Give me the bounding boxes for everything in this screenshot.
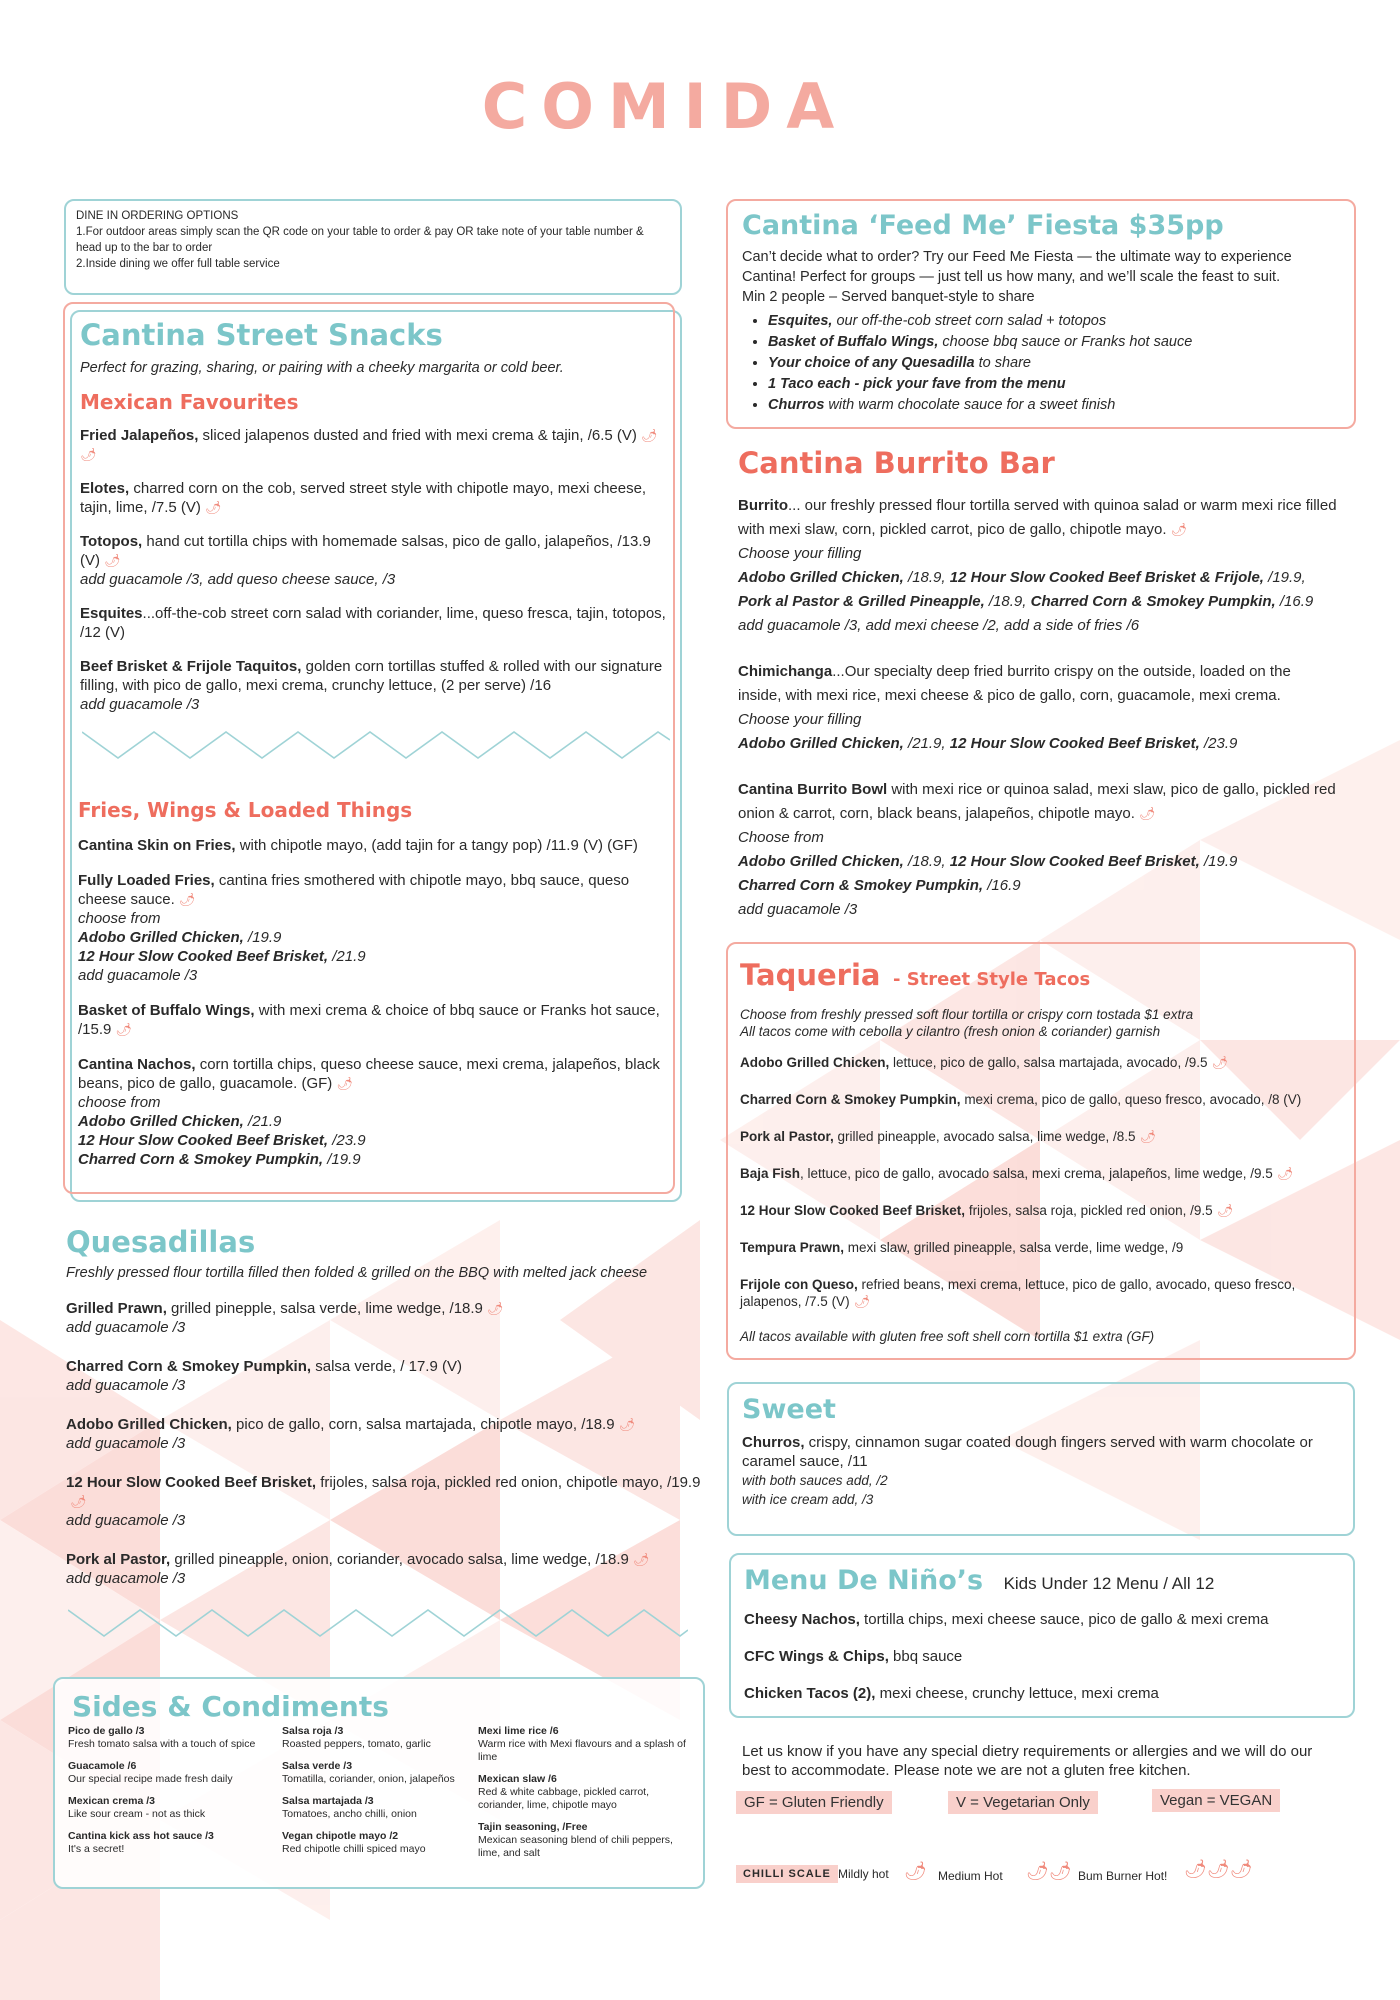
list-item: • Esquites, our off-the-cob street corn salad + totopos <box>768 311 1342 332</box>
key-gluten-friendly: GF = Gluten Friendly <box>736 1791 892 1814</box>
list-item: • Churros with warm chocolate sauce for a sweet finish <box>768 395 1342 416</box>
menu-item: Cheesy Nachos, tortilla chips, mexi cheese sauce, pico de gallo & mexi crema <box>744 1611 1269 1628</box>
chilli-icon: 🌶 <box>115 1022 132 1037</box>
side-item: Salsa martajada /3 Tomatoes, ancho chilli, onion <box>282 1795 417 1820</box>
taco-item: Charred Corn & Smokey Pumpkin, mexi crema, pico de gallo, queso fresco, avocado, /8 (V) <box>740 1092 1302 1107</box>
side-item: Mexican crema /3 Like sour cream - not as thick <box>68 1795 206 1820</box>
zigzag-divider-2 <box>68 1606 688 1642</box>
taco-item: Baja Fish, lettuce, pico de gallo, avocado salsa, mexi crema, jalapeños, lime wedge, /9.5 🌶 <box>740 1166 1294 1181</box>
side-item: Mexi lime rice /6 Warm rice with Mexi flavours and a splash of lime <box>478 1725 686 1763</box>
taco-item: 12 Hour Slow Cooked Beef Brisket, frijoles, salsa roja, pickled red onion, /9.5 🌶 <box>740 1203 1234 1218</box>
burrito-section <box>738 446 1338 922</box>
chilli-icon: 🌶 <box>853 1294 871 1309</box>
list-item: • Your choice of any Quesadilla to share <box>768 353 1342 374</box>
side-item: Mexican slaw /6 Red & white cabbage, pickled carrot, coriander, lime, chipotle mayo <box>478 1773 650 1811</box>
quesadillas-section <box>66 1225 706 1588</box>
ninos-section <box>744 1565 1344 1703</box>
street-snacks-subtitle: Perfect for grazing, sharing, or pairing with a cheeky margarita or cold beer. <box>80 360 564 376</box>
chilli-icon: 🌶🌶🌶 <box>1184 1859 1253 1879</box>
taqueria-section <box>740 958 1340 1345</box>
street-snacks-section <box>80 318 670 729</box>
menu-item: Churros, crispy, cinnamon sugar coated dough fingers served with warm chocolate or caramel sauce, /11 with both sauces add, /2 with ice cream add, /3 <box>742 1434 1313 1507</box>
menu-item: 12 Hour Slow Cooked Beef Brisket, frijoles, salsa roja, pickled red onion, chipotle mayo, /19.9🌶 add guacamole /3 <box>66 1474 701 1529</box>
chilli-icon: 🌶 <box>1211 1055 1228 1070</box>
feed-me-intro: Can’t decide what to order? Try our Feed Me Fiesta — the ultimate way to experience Cantina! Perfect for groups — just tell us how many, and we’ll scale the feast to suit. <box>742 249 1292 285</box>
taqueria-subtitle: - Street Style Tacos <box>892 969 1091 990</box>
menu-item: Adobo Grilled Chicken, pico de gallo, corn, salsa martajada, chipotle mayo, /18.9 🌶 add guacamole /3 <box>66 1416 636 1452</box>
chilli-icon: 🌶 <box>904 1861 927 1881</box>
taco-item: Pork al Pastor, grilled pineapple, avocado salsa, lime wedge, /8.5 🌶 <box>740 1129 1156 1144</box>
chilli-bum-label: Bum Burner Hot! <box>1078 1869 1168 1883</box>
key-vegan: Vegan = VEGAN <box>1152 1789 1280 1812</box>
side-item: Salsa verde /3 Tomatilla, coriander, onion, jalapeños <box>282 1760 455 1785</box>
ninos-title: Menu De Niño’s <box>744 1565 984 1596</box>
taqueria-title: Taqueria <box>740 958 881 992</box>
menu-item: Basket of Buffalo Wings, with mexi crema & choice of bbq sauce or Franks hot sauce, /15.9 🌶 <box>78 1002 660 1038</box>
taco-item: Tempura Prawn, mexi slaw, grilled pineapple, salsa verde, lime wedge, /9 <box>740 1240 1184 1255</box>
menu-item: Fully Loaded Fries, cantina fries smothered with chipotle mayo, bbq sauce, queso cheese sauce. 🌶 choose from Adobo Grilled Chicken, /19.9 12 Hour Slow Cooked Beef Brisket, /21.9 add guacamole /3 <box>78 872 630 984</box>
chilli-icon: 🌶 <box>1170 522 1188 537</box>
menu-item: Esquites...off-the-cob street corn salad with coriander, lime, queso fresca, tajin, totopos, /12 (V) <box>80 605 666 641</box>
chilli-icon: 🌶 <box>204 500 222 515</box>
chilli-icon: 🌶 <box>336 1076 353 1091</box>
menu-item: Burrito... our freshly pressed flour tortilla served with quinoa salad or warm mexi rice filled with mexi slaw, corn, pickled carrot, pico de gallo, chipotle mayo. 🌶 Choose your filling Adobo Grilled Chicken, /18.9, 12 Hour Slow Cooked Beef Brisket & Frijole, /19.9, Pork al Pastor & Grilled Pineapple, /18.9, Charred Corn & Smokey Pumpkin, /16.9 add guacamole /3, add mexi cheese /2, add a side of fries /6 <box>738 497 1337 634</box>
mexican-favourites-title: Mexican Favourites <box>80 390 299 414</box>
chilli-icon: 🌶 <box>104 553 121 568</box>
chilli-icon: 🌶 <box>1276 1166 1294 1181</box>
ninos-header <box>744 1565 1344 1596</box>
sweet-section <box>742 1394 1342 1509</box>
menu-item: Chicken Tacos (2), mexi cheese, crunchy lettuce, mexi crema <box>744 1685 1159 1702</box>
chilli-icon: 🌶 <box>1138 806 1156 821</box>
chilli-icon: 🌶🌶 <box>80 428 658 462</box>
side-item: Salsa roja /3 Roasted peppers, tomato, garlic <box>282 1725 431 1750</box>
fries-section <box>78 798 670 1169</box>
sweet-title: Sweet <box>742 1394 836 1425</box>
feed-me-list <box>742 311 1342 416</box>
chilli-scale-label: CHILLI SCALE <box>736 1865 838 1883</box>
menu-item: Pork al Pastor, grilled pineapple, onion, coriander, avocado salsa, lime wedge, /18.9 🌶 add guacamole /3 <box>66 1551 650 1587</box>
side-item: Tajin seasoning, /Free Mexican seasoning blend of chili peppers, lime, and salt <box>478 1821 673 1859</box>
list-item: • 1 Taco each - pick your fave from the menu <box>768 374 1342 395</box>
feed-me-section <box>742 210 1342 416</box>
page-title: COMIDA <box>481 70 849 143</box>
zigzag-divider <box>82 728 670 764</box>
menu-item: Cantina Burrito Bowl with mexi rice or quinoa salad, mexi slaw, pico de gallo, pickled red onion & carrot, corn, black beans, jalapeños, chipotle mayo. 🌶 Choose from Adobo Grilled Chicken, /18.9, 12 Hour Slow Cooked Beef Brisket, /19.9 Charred Corn & Smokey Pumpkin, /16.9 add guacamole /3 <box>738 781 1336 918</box>
taqueria-intro-2: All tacos come with cebolla y cilantro (fresh onion & coriander) garnish <box>740 1024 1161 1039</box>
menu-item: Grilled Prawn, grilled pinepple, salsa verde, lime wedge, /18.9 🌶 add guacamole /3 <box>66 1300 504 1336</box>
chilli-icon: 🌶 <box>178 892 196 907</box>
side-item: Vegan chipotle mayo /2 Red chipotle chilli spiced mayo <box>282 1830 426 1855</box>
key-vegetarian: V = Vegetarian Only <box>948 1791 1098 1814</box>
feed-me-min: Min 2 people – Served banquet-style to share <box>742 289 1035 305</box>
dine-in-heading: DINE IN ORDERING OPTIONS <box>76 210 239 222</box>
menu-item: Fried Jalapeños, sliced jalapenos dusted and fried with mexi crema & tajin, /6.5 (V) 🌶🌶 <box>80 427 658 462</box>
chilli-mild-label: Mildly hot <box>838 1867 889 1881</box>
chilli-icon: 🌶 <box>486 1301 504 1316</box>
street-snacks-title: Cantina Street Snacks <box>80 318 443 352</box>
chilli-icon: 🌶 <box>632 1552 650 1567</box>
menu-item: Cantina Nachos, corn tortilla chips, queso cheese sauce, mexi crema, jalapeños, black beans, pico de gallo, guacamole. (GF) 🌶 choose from Adobo Grilled Chicken, /21.9 12 Hour Slow Cooked Beef Brisket, /23.9 Charred Corn & Smokey Pumpkin, /19.9 <box>78 1056 660 1168</box>
menu-item: Totopos, hand cut tortilla chips with homemade salsas, pico de gallo, jalapeños, /13.9 (V) 🌶 add guacamole /3, add queso cheese sauce, /3 <box>80 533 651 588</box>
chilli-icon: 🌶 <box>1216 1203 1234 1218</box>
taco-item: Frijole con Queso, refried beans, mexi crema, lettuce, pico de gallo, avocado, queso fresco, jalapenos, /7.5 (V) 🌶 <box>740 1277 1296 1309</box>
chilli-medium-label: Medium Hot <box>938 1869 1003 1883</box>
taqueria-intro-1: Choose from freshly pressed soft flour tortilla or crispy corn tostada $1 extra <box>740 1007 1194 1022</box>
quesadillas-subtitle: Freshly pressed flour tortilla filled then folded & grilled on the BBQ with melted jack cheese <box>66 1265 648 1281</box>
chilli-icon: 🌶🌶 <box>1026 1861 1072 1881</box>
menu-item: Cantina Skin on Fries, with chipotle mayo, (add tajin for a tangy pop) /11.9 (V) (GF) <box>78 837 638 854</box>
quesadillas-title: Quesadillas <box>66 1225 256 1259</box>
menu-item: CFC Wings & Chips, bbq sauce <box>744 1648 963 1665</box>
dietary-note: Let us know if you have any special dietry requirements or allergies and we will do our best to accommodate. Please note we are not a gluten free kitchen. <box>742 1743 1313 1779</box>
sides-title: Sides & Condiments <box>72 1690 389 1723</box>
sides-column-2 <box>282 1725 472 1865</box>
sides-column-1 <box>68 1725 268 1865</box>
taco-item: Adobo Grilled Chicken, lettuce, pico de gallo, salsa martajada, avocado, /9.5 🌶 <box>740 1055 1228 1070</box>
taqueria-header <box>740 958 1340 992</box>
feed-me-title: Cantina ‘Feed Me’ Fiesta $35pp <box>742 210 1224 241</box>
taqueria-footer: All tacos available with gluten free soft shell corn tortilla $1 extra (GF) <box>740 1329 1155 1344</box>
menu-item: Elotes, charred corn on the cob, served street style with chipotle mayo, mexi cheese, tajin, lime, /7.5 (V) 🌶 <box>80 480 647 516</box>
menu-item: Chimichanga...Our specialty deep fried burrito crispy on the outside, loaded on the inside, with mexi rice, mexi cheese & pico de gallo, corn, guacamole, mexi crema. Choose your filling Adobo Grilled Chicken, /21.9, 12 Hour Slow Cooked Beef Brisket, /23.9 <box>738 663 1291 752</box>
chilli-icon: 🌶 <box>1139 1129 1156 1144</box>
burrito-title: Cantina Burrito Bar <box>738 446 1055 480</box>
chilli-icon: 🌶 <box>70 1494 87 1509</box>
menu-item: Charred Corn & Smokey Pumpkin, salsa verde, / 17.9 (V) add guacamole /3 <box>66 1358 462 1394</box>
side-item: Pico de gallo /3 Fresh tomato salsa with a touch of spice <box>68 1725 256 1750</box>
dine-in-line-2: 2.Inside dining we offer full table service <box>76 258 280 270</box>
dine-in-line-1: 1.For outdoor areas simply scan the QR code on your table to order & pay OR take note of your table number & head up to the bar to order <box>76 226 644 254</box>
list-item: • Basket of Buffalo Wings, choose bbq sauce or Franks hot sauce <box>768 332 1342 353</box>
ninos-subtitle: Kids Under 12 Menu / All 12 <box>1003 1574 1215 1593</box>
chilli-icon: 🌶 <box>618 1417 636 1432</box>
fries-title: Fries, Wings & Loaded Things <box>78 798 413 822</box>
sides-column-3 <box>478 1725 688 1869</box>
dine-in-info <box>76 208 666 272</box>
menu-item: Beef Brisket & Frijole Taquitos, golden corn tortillas stuffed & rolled with our signature filling, with pico de gallo, mexi crema, crunchy lettuce, (2 per serve) /16 add guacamole /3 <box>80 658 663 713</box>
side-item: Cantina kick ass hot sauce /3 It's a secret! <box>68 1830 214 1855</box>
side-item: Guacamole /6 Our special recipe made fresh daily <box>68 1760 233 1785</box>
